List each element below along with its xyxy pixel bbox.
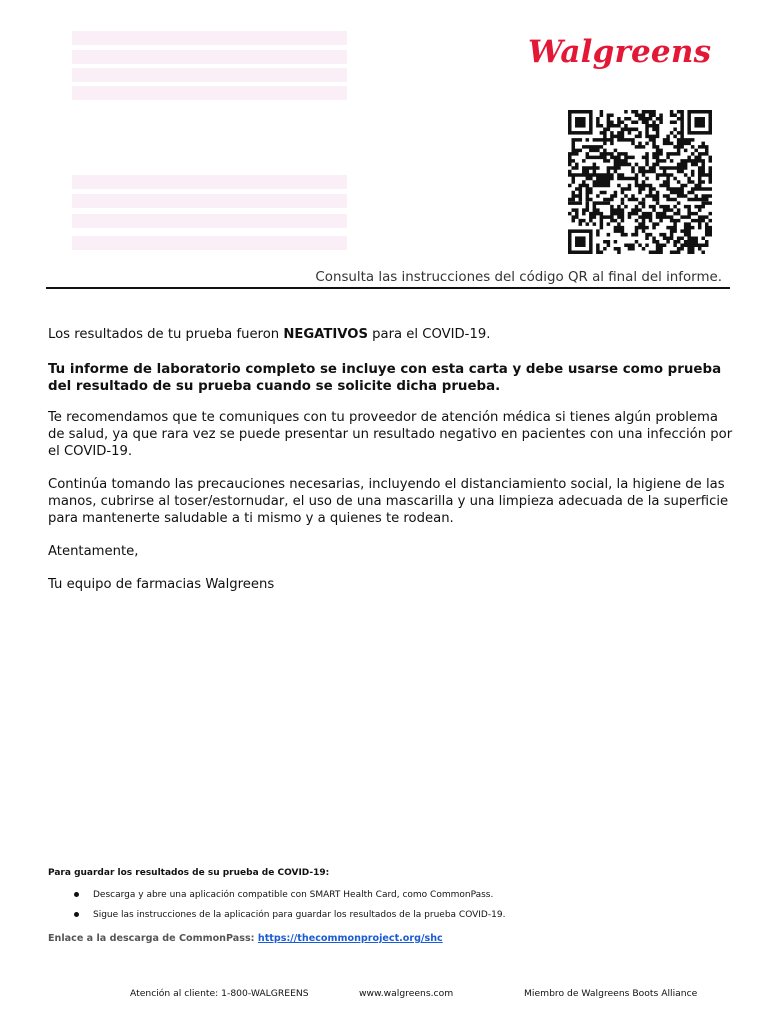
result-prefix: Los resultados de tu prueba fueron xyxy=(48,327,284,342)
qr-finder-pattern xyxy=(687,110,712,135)
result-suffix: para el COVID-19. xyxy=(367,327,491,342)
qr-instructions-note: Consulta las instrucciones del código QR al final del informe. xyxy=(315,270,722,285)
download-line xyxy=(48,933,738,945)
redacted-recipient-line xyxy=(72,214,347,228)
header-divider xyxy=(46,287,730,289)
qr-finder-pattern xyxy=(568,110,593,135)
redacted-recipient-line xyxy=(72,236,347,250)
step-text: Descarga y abre una aplicación compatible con SMART Health Card, como CommonPass. xyxy=(93,890,494,900)
commonpass-download-link[interactable]: https://thecommonproject.org/shc xyxy=(257,933,443,944)
walgreens-logo: Walgreens xyxy=(528,34,712,70)
closing: Atentamente, xyxy=(48,544,139,559)
save-results-steps xyxy=(48,889,738,921)
alliance-note: Miembro de Walgreens Boots Alliance xyxy=(524,988,698,999)
result-value: NEGATIVOS xyxy=(283,327,368,342)
redacted-address-line xyxy=(72,68,347,82)
qr-finder-pattern xyxy=(568,229,593,254)
precautions-paragraph: Continúa tomando las precauciones necesarias, incluyendo el distanciamiento social, la higiene de las manos, cubrirse al toser/estornudar, el uso de una mascarilla y una limpieza adecuada de la superficie para mantenerte saludable a ti mismo y a quienes te rodean. xyxy=(48,477,729,526)
bullet-icon xyxy=(74,912,79,917)
bullet-icon xyxy=(74,892,79,897)
redacted-address-line xyxy=(72,50,347,64)
letter-body xyxy=(48,326,738,609)
lab-report-note: Tu informe de laboratorio completo se incluye con esta carta y debe usarse como prueba del resultado de su prueba cuando se solicite dicha prueba. xyxy=(48,362,722,394)
redacted-recipient-line xyxy=(72,175,347,189)
list-item xyxy=(48,889,738,901)
download-label: Enlace a la descarga de CommonPass: xyxy=(48,933,258,944)
page-footer xyxy=(0,988,768,1002)
save-results-heading: Para guardar los resultados de su prueba de COVID-19: xyxy=(48,868,330,878)
provider-recommendation: Te recomendamos que te comuniques con tu proveedor de atención médica si tienes algún problema de salud, ya que rara vez se puede presentar un resultado negativo en pacientes con una infección por el COVID-19. xyxy=(48,410,733,459)
list-item xyxy=(48,909,738,921)
qr-code xyxy=(568,110,712,256)
result-statement xyxy=(48,326,738,343)
customer-service-phone: Atención al cliente: 1-800-WALGREENS xyxy=(130,988,309,999)
step-text: Sigue las instrucciones de la aplicación para guardar los resultados de la prueba COVID-19. xyxy=(93,910,506,920)
signature: Tu equipo de farmacias Walgreens xyxy=(48,577,275,592)
redacted-address-line xyxy=(72,31,347,45)
save-results-section xyxy=(48,867,738,945)
redacted-address-line xyxy=(72,86,347,100)
website-url: www.walgreens.com xyxy=(359,988,454,999)
redacted-recipient-line xyxy=(72,194,347,208)
